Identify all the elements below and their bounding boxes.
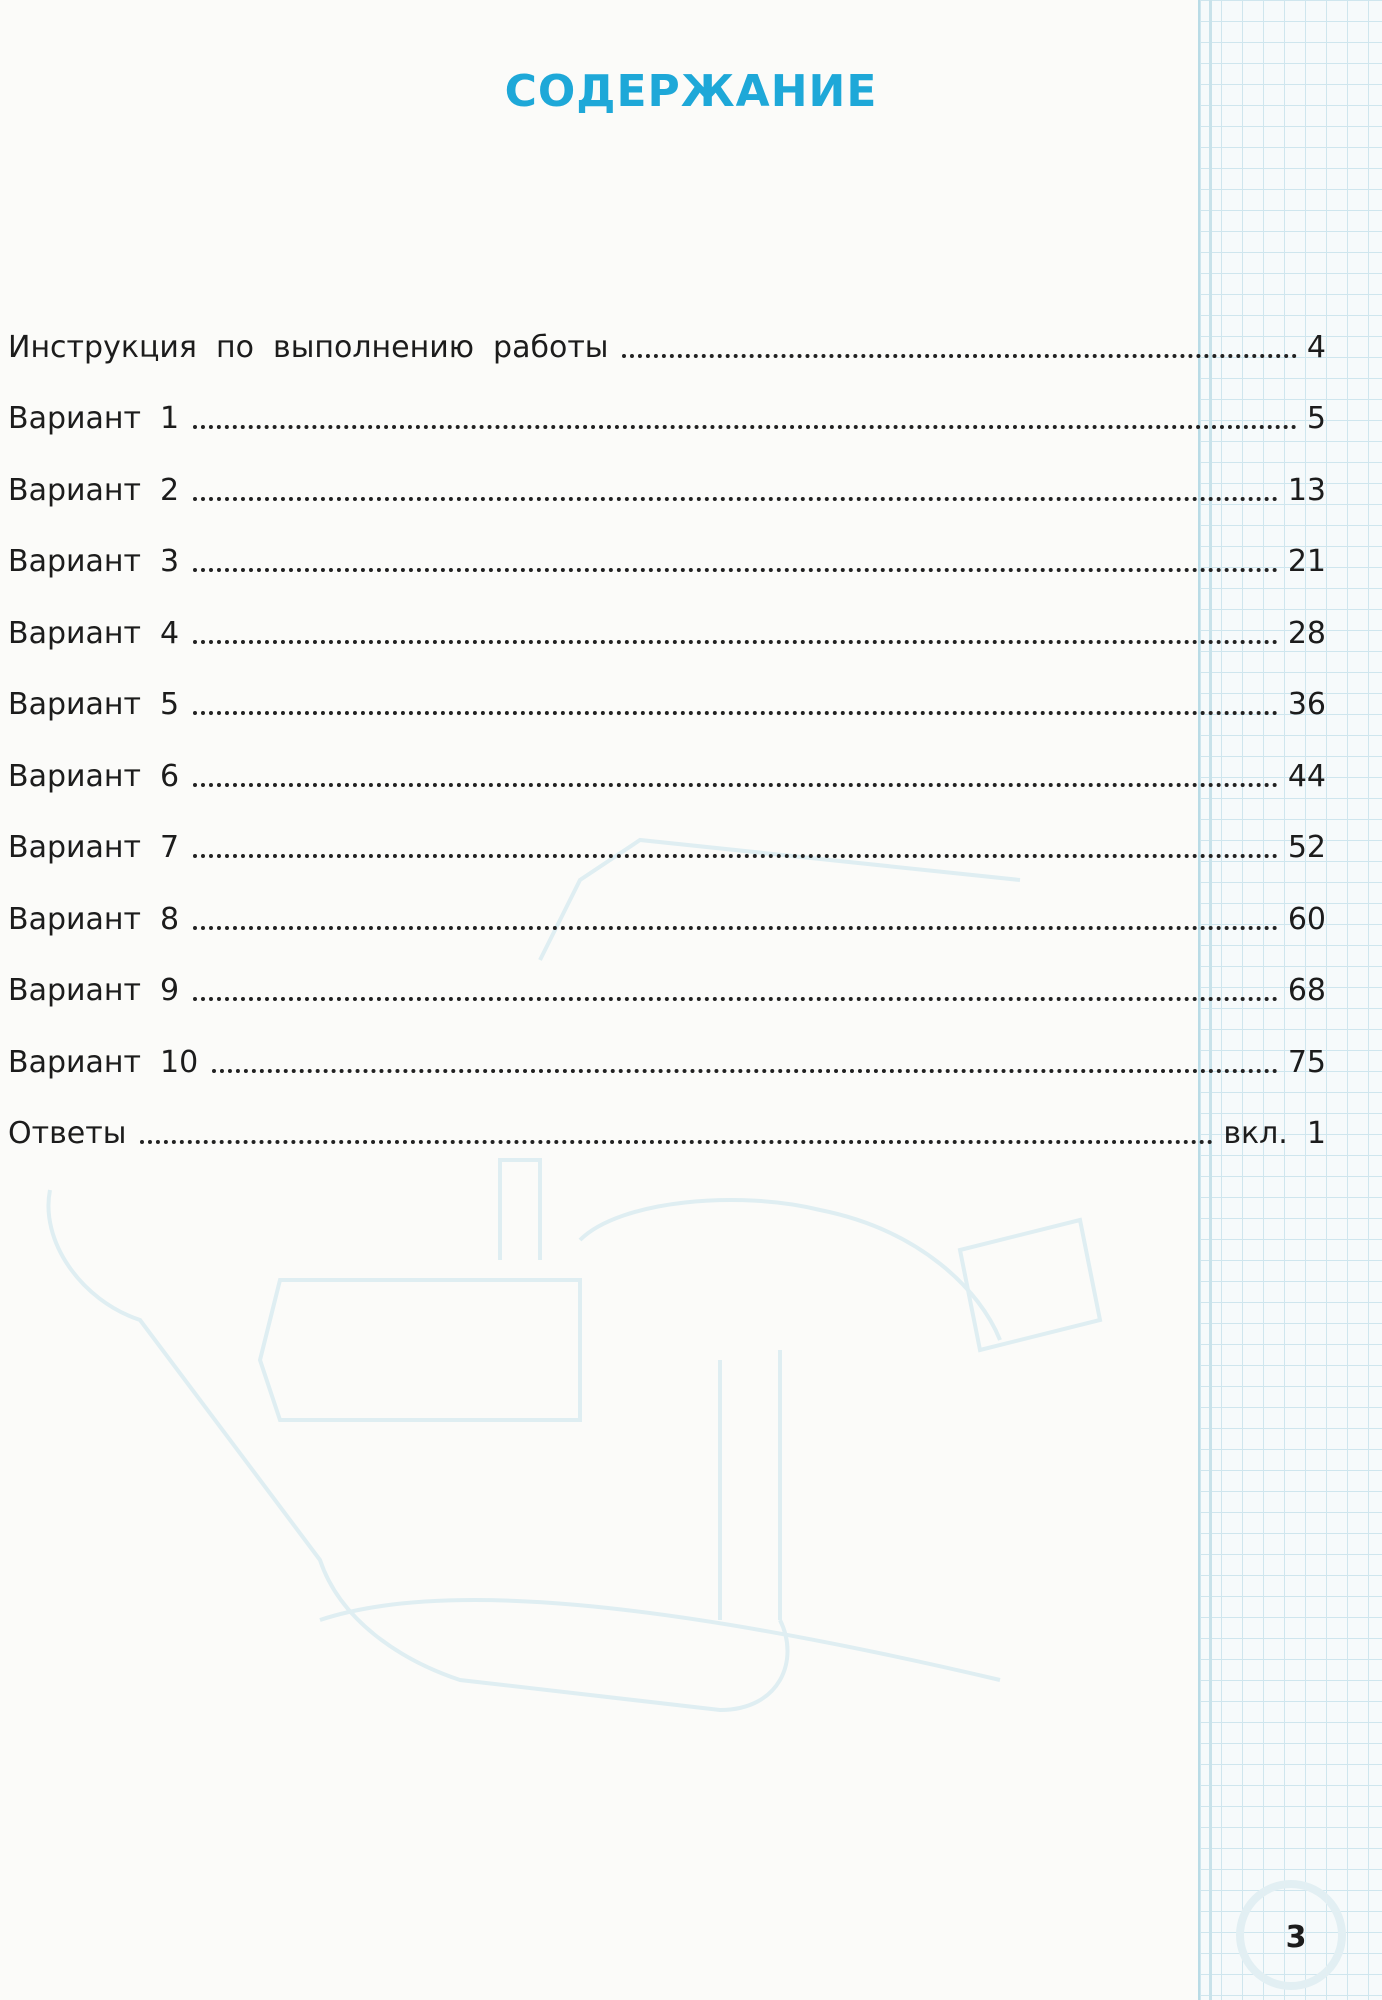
toc-leader-dots — [622, 354, 1296, 358]
toc-item-variant-9[interactable] — [8, 940, 1326, 1012]
toc-item-page: 28 — [1287, 615, 1326, 651]
toc-leader-dots — [193, 997, 1278, 1001]
toc-item-variant-8[interactable] — [8, 868, 1326, 940]
toc-item-variant-10[interactable] — [8, 1011, 1326, 1083]
toc-item-label: Вариант 10 — [8, 1044, 199, 1080]
toc-item-instruction[interactable] — [8, 296, 1326, 368]
toc-leader-dots — [193, 425, 1297, 429]
toc-item-variant-7[interactable] — [8, 797, 1326, 869]
toc-item-page: 68 — [1287, 973, 1326, 1008]
toc-item-label: Вариант 9 — [8, 973, 180, 1008]
toc-item-page: 21 — [1287, 544, 1326, 579]
toc-item-page: 13 — [1287, 472, 1326, 508]
toc-item-variant-6[interactable] — [8, 725, 1326, 797]
toc-item-page: 60 — [1287, 901, 1326, 937]
toc-leader-dots — [193, 926, 1278, 930]
toc-item-label: Вариант 1 — [8, 401, 180, 436]
toc-leader-dots — [193, 640, 1278, 644]
toc-leader-dots — [193, 711, 1278, 715]
toc-item-label: Инструкция по выполнению работы — [8, 329, 609, 365]
toc-leader-dots — [193, 854, 1278, 858]
toc-item-variant-4[interactable] — [8, 582, 1326, 654]
toc-item-label: Вариант 4 — [8, 615, 180, 651]
toc-item-label: Вариант 7 — [8, 830, 180, 865]
toc-item-page: 4 — [1306, 329, 1326, 365]
toc-item-page: 36 — [1287, 687, 1326, 722]
toc-item-page: вкл. 1 — [1223, 1116, 1326, 1151]
toc-leader-dots — [193, 568, 1278, 572]
toc-item-page: 75 — [1287, 1044, 1326, 1080]
toc-item-page: 44 — [1287, 758, 1326, 794]
toc-item-label: Ответы — [8, 1116, 127, 1151]
page-title: СОДЕРЖАНИЕ — [504, 66, 878, 117]
toc-item-label: Вариант 6 — [8, 758, 180, 794]
toc-item-label: Вариант 2 — [8, 472, 180, 508]
toc-item-label: Вариант 5 — [8, 687, 180, 722]
toc-leader-dots — [212, 1069, 1278, 1073]
toc-leader-dots — [193, 783, 1278, 787]
toc-item-page: 52 — [1287, 830, 1326, 865]
toc-item-label: Вариант 8 — [8, 901, 180, 937]
toc-item-answers[interactable] — [8, 1083, 1326, 1155]
toc-leader-dots — [140, 1140, 1213, 1144]
toc-item-variant-1[interactable] — [8, 368, 1326, 440]
table-of-contents — [8, 296, 1326, 1154]
toc-item-label: Вариант 3 — [8, 544, 180, 579]
toc-item-variant-2[interactable] — [8, 439, 1326, 511]
toc-item-page: 5 — [1306, 401, 1326, 436]
page-number: 3 — [1285, 1920, 1307, 1955]
toc-item-variant-3[interactable] — [8, 511, 1326, 583]
toc-leader-dots — [193, 497, 1278, 501]
toc-item-variant-5[interactable] — [8, 654, 1326, 726]
